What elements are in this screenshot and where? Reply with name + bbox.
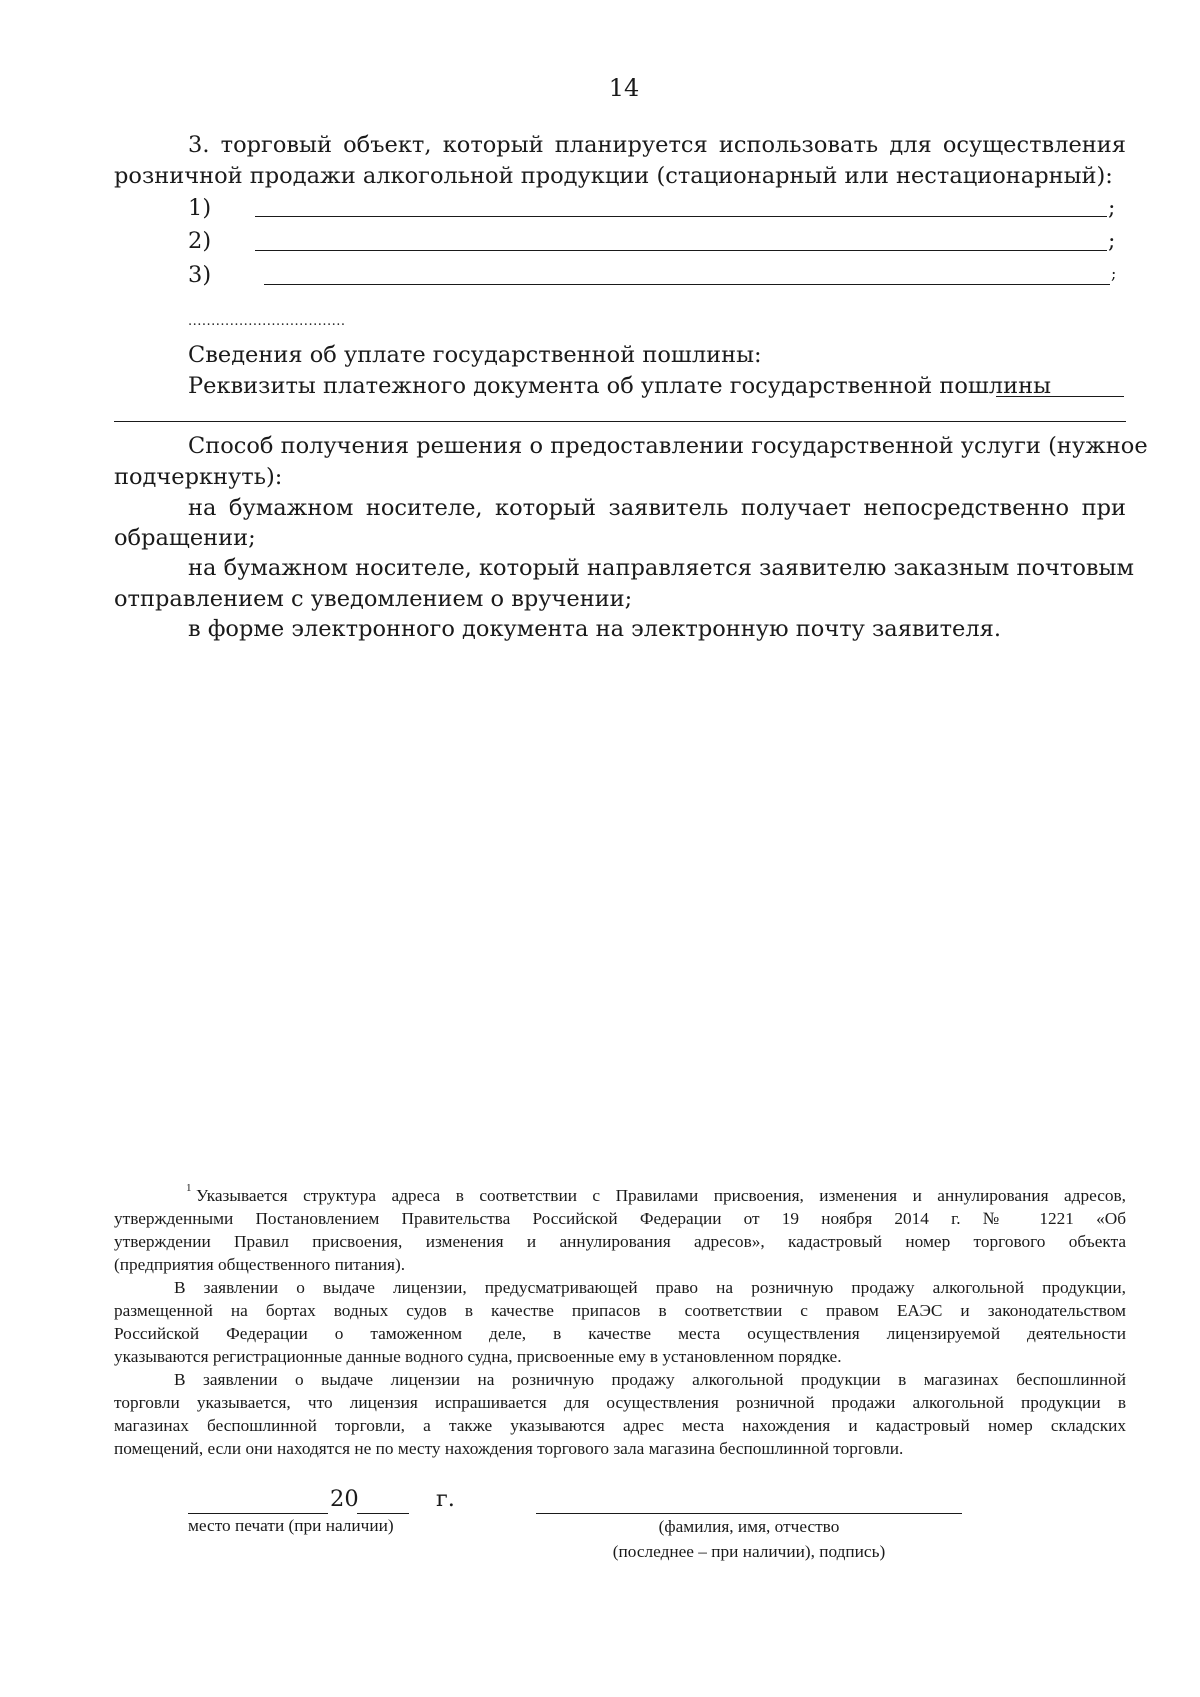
footnote-p3-line3: магазинах беспошлинной торговли, а также указываются адрес места нахождения и кадастровый номер складских [114, 1416, 1126, 1435]
page-number: 14 [608, 74, 640, 102]
item3-line1: 3. торговый объект, который планируется использовать для осуществления [188, 132, 1126, 158]
footnote-p3-line2: торговли указывается, что лицензия испрашивается для осуществления розничной продажи алкогольной продукции в [114, 1393, 1126, 1412]
stamp-label: место печати (при наличии) [188, 1516, 394, 1535]
footnote-p1-line3: утверждении Правил присвоения, изменения и аннулирования адресов», кадастровый номер торгового объекта [114, 1232, 1126, 1251]
footnote-p1-line4: (предприятия общественного питания). [114, 1255, 406, 1274]
footnote-p2-line2: размещенной на бортах водных судов в качестве припасов в соответствии с правом ЕАЭС и законодательством [114, 1301, 1126, 1320]
method-option2-line1[interactable]: на бумажном носителе, который направляется заявителю заказным почтовым [188, 555, 1134, 581]
method-line1: Способ получения решения о предоставлении государственной услуги (нужное [188, 433, 1148, 459]
entry-3-number: 3) [188, 262, 212, 288]
fee-details-label: Реквизиты платежного документа об уплате государственной пошлины [188, 373, 1051, 399]
entry-1-line[interactable] [255, 216, 1107, 217]
method-option2-line2[interactable]: отправлением с уведомлением о вручении; [114, 586, 633, 612]
date-year-prefix: 20 [330, 1486, 359, 1512]
footnote-p3-line1: В заявлении о выдаче лицензии на розничную продажу алкогольной продукции в магазинах беспошлинной [174, 1370, 1126, 1389]
entry-1-number: 1) [188, 195, 212, 221]
item3-line2: розничной продажи алкогольной продукции (стационарный или нестационарный): [114, 163, 1113, 189]
footnote-p2-line4: указываются регистрационные данные водного судна, присвоенные ему в установленном порядке. [114, 1347, 842, 1366]
method-option1-line2[interactable]: обращении; [114, 525, 256, 551]
date-year-line[interactable] [357, 1513, 409, 1514]
signature-label-line2: (последнее – при наличии), подпись) [612, 1542, 886, 1561]
method-line2: подчеркнуть): [114, 464, 283, 490]
footnote-p1-line1: Указывается структура адреса в соответствии с Правилами присвоения, изменения и аннулирования адресов, [196, 1186, 1126, 1205]
entry-3-end: ; [1111, 264, 1117, 283]
method-option1-line1[interactable]: на бумажном носителе, который заявитель получает непосредственно при [188, 495, 1126, 521]
entry-3-line[interactable] [264, 284, 1110, 285]
footnote-p2-line1: В заявлении о выдаче лицензии, предусматривающей право на розничную продажу алкогольной продукции, [174, 1278, 1126, 1297]
signature-line[interactable] [536, 1513, 962, 1514]
entry-2-end: ; [1108, 229, 1116, 254]
signature-label-line1: (фамилия, имя, отчество [658, 1517, 840, 1536]
method-option3[interactable]: в форме электронного документа на электронную почту заявителя. [188, 616, 1001, 642]
footnote-p3-line4: помещений, если они находятся не по месту нахождения торгового зала магазина беспошлинной торговли. [114, 1439, 904, 1458]
date-day-month-line[interactable] [188, 1513, 328, 1514]
footnote-p1-line2: утвержденными Постановлением Правительства Российской Федерации от 19 ноября 2014 г. № 1221 «Об [114, 1209, 1126, 1228]
fee-heading: Сведения об уплате государственной пошлины: [188, 342, 762, 368]
ellipsis-dots: .................................. [188, 314, 346, 329]
entry-1-end: ; [1108, 196, 1116, 221]
entry-2-number: 2) [188, 228, 212, 254]
entry-2-line[interactable] [255, 250, 1107, 251]
date-year-suffix: г. [436, 1486, 455, 1512]
footnote-p2-line3: Российской Федерации о таможенном деле, в качестве места осуществления лицензируемой деятельности [114, 1324, 1126, 1343]
footnote-marker: 1 [186, 1182, 192, 1194]
fee-details-line[interactable] [996, 396, 1124, 397]
fee-details-line-2[interactable] [114, 421, 1126, 422]
